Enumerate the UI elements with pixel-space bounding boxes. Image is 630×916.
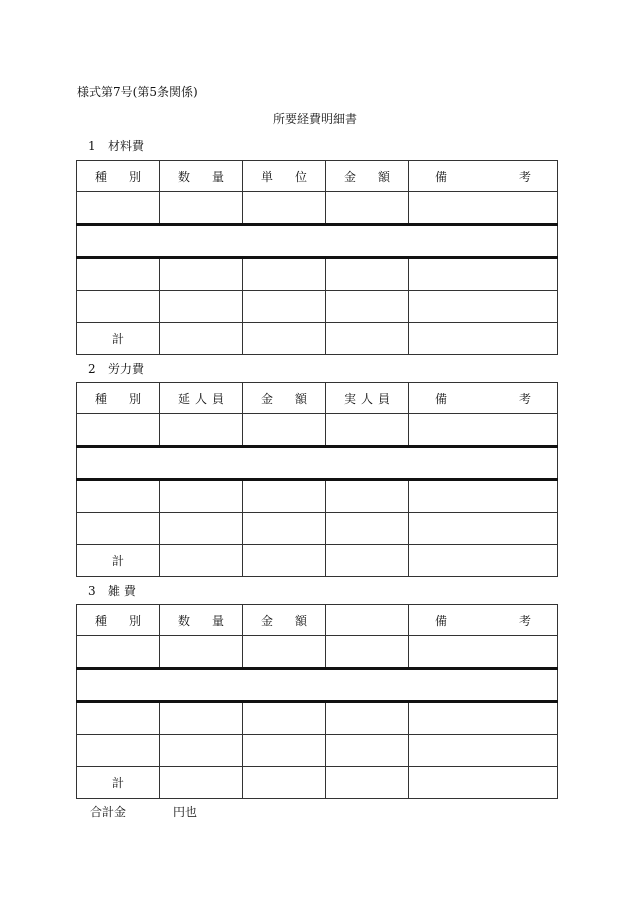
input-cell[interactable] <box>160 636 243 669</box>
column-header <box>243 605 326 636</box>
input-cell[interactable] <box>243 636 326 669</box>
omission-cell <box>77 225 558 258</box>
table-row <box>77 192 558 225</box>
omission-cell <box>77 669 558 702</box>
input-cell[interactable] <box>326 767 409 799</box>
table-row <box>77 414 558 447</box>
cost-table <box>76 604 556 799</box>
total-label: 計 <box>77 767 160 799</box>
header-char: 考 <box>518 169 531 184</box>
column-header-blank <box>326 605 409 636</box>
input-cell[interactable] <box>409 513 558 545</box>
input-cell[interactable] <box>160 735 243 767</box>
grand-total-label: 合計金 <box>90 805 127 819</box>
section-title: 労力費 <box>108 362 145 376</box>
input-cell[interactable] <box>243 545 326 577</box>
cost-table <box>76 382 556 577</box>
table-row <box>77 702 558 735</box>
header-char: 員 <box>377 391 390 406</box>
section-title: 材料費 <box>108 139 145 153</box>
input-cell[interactable] <box>326 735 409 767</box>
header-char: 種 <box>95 613 108 628</box>
table-header-row <box>77 605 558 636</box>
omission-band <box>77 225 558 258</box>
input-cell[interactable] <box>326 702 409 735</box>
input-cell[interactable] <box>160 545 243 577</box>
header-char: 金 <box>261 613 274 628</box>
header-char: 別 <box>128 391 141 406</box>
section-title: 雑 費 <box>108 584 136 598</box>
input-cell[interactable] <box>409 414 558 447</box>
header-char: 量 <box>211 169 224 184</box>
table-row <box>77 291 558 323</box>
input-cell[interactable] <box>77 480 160 513</box>
grand-total <box>90 803 197 820</box>
header-char: 員 <box>211 391 224 406</box>
header-char: 量 <box>211 613 224 628</box>
table-row <box>77 735 558 767</box>
total-row <box>77 323 558 355</box>
header-char: 額 <box>377 169 390 184</box>
input-cell[interactable] <box>77 735 160 767</box>
total-row <box>77 767 558 799</box>
column-header <box>160 383 243 414</box>
header-char: 別 <box>128 613 141 628</box>
header-char: 実 <box>344 391 357 406</box>
input-cell[interactable] <box>409 291 558 323</box>
section-number: 1 <box>88 139 96 153</box>
input-cell[interactable] <box>160 480 243 513</box>
section-heading <box>88 137 144 154</box>
column-header <box>243 383 326 414</box>
header-char: 人 <box>360 391 373 406</box>
header-char: 数 <box>178 169 191 184</box>
header-char: 単 <box>261 169 274 184</box>
header-char: 金 <box>261 391 274 406</box>
input-cell[interactable] <box>77 636 160 669</box>
table-row <box>77 636 558 669</box>
input-cell[interactable] <box>243 767 326 799</box>
input-cell[interactable] <box>326 323 409 355</box>
input-cell[interactable] <box>409 258 558 291</box>
column-header <box>409 605 558 636</box>
input-cell[interactable] <box>326 258 409 291</box>
input-cell[interactable] <box>409 735 558 767</box>
header-char: 種 <box>95 391 108 406</box>
header-char: 額 <box>294 391 307 406</box>
header-char: 額 <box>294 613 307 628</box>
input-cell[interactable] <box>326 414 409 447</box>
input-cell[interactable] <box>243 735 326 767</box>
total-row <box>77 545 558 577</box>
total-label: 計 <box>77 323 160 355</box>
header-char: 備 <box>435 613 448 628</box>
omission-band <box>77 669 558 702</box>
table-row <box>77 480 558 513</box>
input-cell[interactable] <box>243 291 326 323</box>
input-cell[interactable] <box>326 545 409 577</box>
header-char: 延 <box>178 391 191 406</box>
column-header <box>160 161 243 192</box>
column-header <box>326 161 409 192</box>
input-cell[interactable] <box>160 323 243 355</box>
input-cell[interactable] <box>326 291 409 323</box>
section-heading <box>88 360 144 377</box>
header-char: 人 <box>194 391 207 406</box>
input-cell[interactable] <box>243 414 326 447</box>
input-cell[interactable] <box>243 323 326 355</box>
header-char: 備 <box>435 391 448 406</box>
input-cell[interactable] <box>160 291 243 323</box>
input-cell[interactable] <box>409 767 558 799</box>
header-char: 金 <box>344 169 357 184</box>
input-cell[interactable] <box>77 513 160 545</box>
input-cell[interactable] <box>160 767 243 799</box>
input-cell[interactable] <box>77 702 160 735</box>
input-cell[interactable] <box>243 513 326 545</box>
table-header-row <box>77 383 558 414</box>
column-header <box>243 161 326 192</box>
table-header-row <box>77 161 558 192</box>
column-header <box>409 161 558 192</box>
input-cell[interactable] <box>409 480 558 513</box>
section-number: 3 <box>88 584 96 598</box>
input-cell[interactable] <box>243 192 326 225</box>
input-cell[interactable] <box>243 480 326 513</box>
input-cell[interactable] <box>326 636 409 669</box>
input-cell[interactable] <box>77 414 160 447</box>
header-char: 数 <box>178 613 191 628</box>
input-cell[interactable] <box>160 258 243 291</box>
input-cell[interactable] <box>77 192 160 225</box>
input-cell[interactable] <box>409 702 558 735</box>
column-header <box>326 383 409 414</box>
section-number: 2 <box>88 362 96 376</box>
input-cell[interactable] <box>409 636 558 669</box>
header-char: 種 <box>95 169 108 184</box>
input-cell[interactable] <box>160 414 243 447</box>
column-header <box>77 605 160 636</box>
input-cell[interactable] <box>326 513 409 545</box>
input-cell[interactable] <box>160 192 243 225</box>
input-cell[interactable] <box>77 258 160 291</box>
document-title: 所要経費明細書 <box>272 112 357 126</box>
input-cell[interactable] <box>160 513 243 545</box>
table-row <box>77 513 558 545</box>
grand-total-amount-field[interactable]: 円也 <box>173 805 198 819</box>
column-header <box>77 161 160 192</box>
input-cell[interactable] <box>409 545 558 577</box>
input-cell[interactable] <box>243 258 326 291</box>
cost-table <box>76 160 556 355</box>
section-heading <box>88 582 136 599</box>
input-cell[interactable] <box>326 480 409 513</box>
omission-band <box>77 447 558 480</box>
header-char: 別 <box>128 169 141 184</box>
input-cell[interactable] <box>409 323 558 355</box>
omission-cell <box>77 447 558 480</box>
input-cell[interactable] <box>77 291 160 323</box>
total-label: 計 <box>77 545 160 577</box>
header-char: 位 <box>294 169 307 184</box>
column-header <box>409 383 558 414</box>
input-cell[interactable] <box>326 192 409 225</box>
input-cell[interactable] <box>160 702 243 735</box>
header-char: 考 <box>518 391 531 406</box>
column-header <box>77 383 160 414</box>
input-cell[interactable] <box>243 702 326 735</box>
header-char: 備 <box>435 169 448 184</box>
table-row <box>77 258 558 291</box>
form-number: 様式第7号(第5条関係) <box>77 85 198 99</box>
input-cell[interactable] <box>409 192 558 225</box>
column-header <box>160 605 243 636</box>
header-char: 考 <box>518 613 531 628</box>
